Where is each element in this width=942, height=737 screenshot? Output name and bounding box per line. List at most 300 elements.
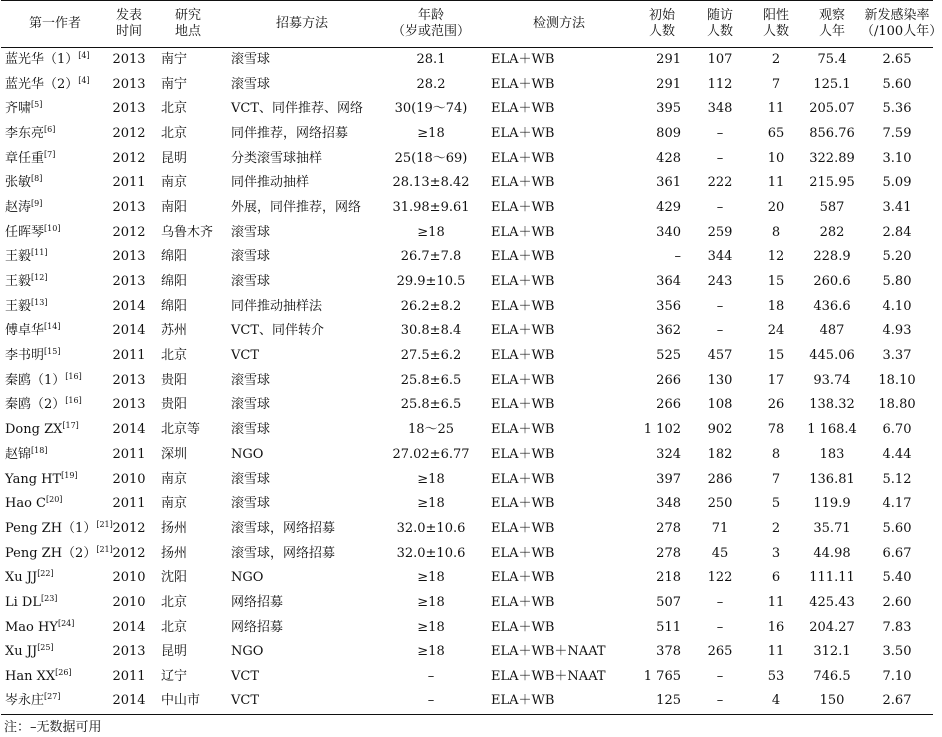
followup-count-cell-text: – — [716, 298, 724, 314]
age-cell — [377, 418, 485, 443]
age-cell — [377, 270, 485, 295]
followup-count-cell-text: 182 — [707, 446, 733, 462]
place-cell — [149, 146, 227, 171]
method-cell — [227, 196, 377, 221]
initial-count-cell — [633, 615, 691, 640]
initial-count-cell — [633, 541, 691, 566]
positive-count-cell-text: 5 — [771, 496, 781, 512]
year-cell-text: 2014 — [112, 298, 146, 314]
method-cell-text: 外展，同伴推荐，网络 — [231, 199, 362, 215]
test-method-cell-text: ELA＋WB — [491, 471, 555, 487]
reference-superscript: [27] — [44, 692, 61, 702]
person-years-cell-text: 150 — [819, 693, 845, 709]
year-cell-text: 2012 — [112, 150, 146, 166]
positive-count-cell-text: 16 — [767, 619, 785, 635]
followup-count-cell-text: – — [716, 594, 724, 610]
person-years-cell — [803, 146, 861, 171]
test-method-cell — [485, 443, 633, 468]
positive-count-cell-text: 6 — [771, 570, 781, 586]
author-cell — [1, 517, 113, 542]
followup-count-cell — [691, 517, 749, 542]
table-note: 注：–无数据可用 — [4, 720, 102, 735]
person-years-cell — [803, 492, 861, 517]
age-cell-text: 27.5±6.2 — [400, 348, 462, 364]
followup-count-cell-text: 112 — [707, 76, 733, 92]
author-cell — [1, 171, 109, 196]
initial-count-cell-text: 125 — [656, 693, 681, 709]
initial-count-cell — [633, 689, 691, 714]
person-years-cell — [803, 48, 861, 73]
author-cell-text: Peng ZH（1） — [5, 520, 97, 536]
person-years-cell — [803, 319, 861, 344]
incidence-rate-cell — [861, 97, 933, 122]
age-cell — [377, 196, 485, 221]
author-cell-text: 傅卓华 — [5, 323, 45, 339]
test-method-cell-text: ELA＋WB — [491, 125, 555, 141]
followup-count-cell-text: 71 — [711, 520, 729, 536]
column-header-line: 人年 — [818, 24, 845, 39]
place-cell — [149, 220, 227, 245]
age-cell-text: 28.1 — [416, 52, 446, 68]
age-cell-text: 32.0±10.6 — [396, 545, 466, 561]
place-cell — [149, 72, 227, 97]
incidence-rate-cell — [861, 270, 933, 295]
year-cell — [109, 640, 149, 665]
year-cell-text: 2012 — [112, 520, 146, 536]
place-cell — [149, 517, 227, 542]
test-method-cell — [485, 467, 633, 492]
initial-count-cell — [633, 245, 691, 270]
year-cell-text: 2013 — [112, 274, 146, 290]
positive-count-cell-text: 10 — [767, 150, 785, 166]
person-years-cell-text: 119.9 — [813, 496, 851, 512]
positive-count-cell — [749, 591, 803, 616]
table-container — [1, 0, 942, 715]
method-cell-text: 分类滚雪球抽样 — [231, 150, 323, 166]
column-header-line: 研究 — [174, 8, 201, 23]
test-method-cell — [485, 48, 633, 73]
followup-count-cell-text: 286 — [707, 471, 733, 487]
person-years-cell-text: 260.6 — [813, 274, 851, 290]
person-years-cell — [803, 393, 861, 418]
column-header — [149, 1, 227, 48]
author-cell — [1, 97, 109, 122]
method-cell-text: 滚雪球 — [231, 76, 271, 92]
initial-count-cell — [633, 122, 691, 147]
year-cell-text: 2012 — [112, 545, 146, 561]
year-cell — [109, 393, 149, 418]
followup-count-cell — [691, 591, 749, 616]
person-years-cell — [803, 270, 861, 295]
reference-superscript: [21] — [96, 544, 113, 554]
reference-superscript: [24] — [57, 618, 75, 628]
author-cell — [1, 294, 109, 319]
year-cell-text: 2011 — [112, 669, 146, 685]
author-cell-text: 李东亮 — [5, 125, 45, 141]
author-cell — [1, 640, 109, 665]
age-cell — [377, 665, 485, 690]
test-method-cell-text: ELA＋WB — [491, 693, 555, 709]
age-cell-text: 28.2 — [416, 76, 446, 92]
person-years-cell-text: 138.32 — [809, 397, 855, 413]
positive-count-cell — [749, 467, 803, 492]
age-cell-text: 29.9±10.5 — [396, 274, 466, 290]
column-header-line: 发表 — [115, 8, 142, 23]
initial-count-cell — [633, 270, 691, 295]
positive-count-cell-text: 4 — [771, 693, 781, 709]
method-cell-text: NGO — [231, 644, 264, 660]
initial-count-cell — [633, 146, 691, 171]
age-cell — [377, 72, 485, 97]
incidence-rate-cell-text: 6.70 — [882, 422, 912, 438]
initial-count-cell-text: – — [674, 249, 681, 265]
followup-count-cell-text: – — [716, 323, 724, 339]
age-cell-text: ≥18 — [417, 619, 445, 635]
positive-count-cell-text: 20 — [767, 199, 785, 215]
author-cell — [1, 72, 109, 97]
incidence-rate-cell — [861, 492, 933, 517]
age-cell-text: 32.0±10.6 — [396, 520, 466, 536]
person-years-cell — [803, 196, 861, 221]
person-years-cell-text: 312.1 — [813, 644, 851, 660]
table-row — [1, 566, 933, 591]
person-years-cell — [803, 97, 861, 122]
column-header-line: （/100人年） — [861, 24, 942, 39]
author-cell-text: Yang HT — [5, 471, 62, 487]
incidence-rate-cell — [861, 541, 933, 566]
incidence-rate-cell-text: 18.80 — [878, 397, 916, 413]
author-cell-text: Xu JJ — [5, 644, 38, 660]
initial-count-cell — [633, 640, 691, 665]
table-row — [1, 245, 933, 270]
positive-count-cell — [749, 393, 803, 418]
year-cell — [109, 541, 149, 566]
person-years-cell-text: 282 — [819, 224, 845, 240]
followup-count-cell — [691, 640, 749, 665]
person-years-cell-text: 228.9 — [813, 249, 851, 265]
table-row — [1, 640, 933, 665]
column-header — [485, 1, 633, 48]
incidence-rate-cell-text: 5.09 — [882, 175, 912, 191]
table-row — [1, 517, 933, 542]
test-method-cell — [485, 640, 633, 665]
method-cell-text: 滚雪球 — [231, 397, 271, 413]
test-method-cell — [485, 245, 633, 270]
incidence-rate-cell — [861, 665, 933, 690]
age-cell-text: ≥18 — [417, 471, 445, 487]
initial-count-cell-text: 511 — [656, 619, 681, 635]
age-cell — [377, 48, 485, 73]
year-cell-text: 2013 — [112, 249, 146, 265]
positive-count-cell-text: 7 — [771, 76, 781, 92]
test-method-cell-text: ELA＋WB — [491, 619, 555, 635]
author-cell — [1, 319, 109, 344]
followup-count-cell — [691, 418, 749, 443]
table-row — [1, 418, 933, 443]
method-cell — [227, 665, 377, 690]
positive-count-cell — [749, 640, 803, 665]
test-method-cell-text: ELA＋WB — [491, 175, 555, 191]
person-years-cell-text: 204.27 — [809, 619, 855, 635]
positive-count-cell — [749, 492, 803, 517]
positive-count-cell — [749, 146, 803, 171]
positive-count-cell — [749, 368, 803, 393]
column-header-line: （岁或范围） — [391, 24, 470, 39]
initial-count-cell — [633, 344, 691, 369]
method-cell — [227, 591, 377, 616]
author-cell-text: Peng ZH（2） — [5, 545, 97, 561]
method-cell — [227, 492, 377, 517]
incidence-rate-cell-text: 4.44 — [882, 446, 912, 462]
method-cell — [227, 640, 377, 665]
person-years-cell — [803, 566, 861, 591]
person-years-cell-text: 587 — [819, 199, 845, 215]
author-cell — [1, 245, 109, 270]
place-cell — [149, 615, 227, 640]
year-cell — [109, 294, 149, 319]
incidence-rate-cell — [861, 294, 933, 319]
person-years-cell-text: 111.11 — [809, 570, 855, 586]
place-cell-text: 辽宁 — [161, 669, 188, 685]
incidence-rate-cell-text: 7.10 — [882, 669, 912, 685]
incidence-rate-cell-text: 5.80 — [882, 274, 912, 290]
age-cell-text: ≥18 — [417, 594, 445, 610]
positive-count-cell — [749, 615, 803, 640]
incidence-rate-cell-text: 4.10 — [882, 298, 912, 314]
reference-superscript: [20] — [46, 495, 63, 505]
initial-count-cell-text: 428 — [656, 150, 681, 166]
test-method-cell-text: ELA＋WB — [491, 199, 555, 215]
table-row — [1, 122, 933, 147]
test-method-cell — [485, 665, 633, 690]
incidence-rate-cell-text: 6.67 — [882, 545, 912, 561]
test-method-cell — [485, 344, 633, 369]
age-cell — [377, 517, 485, 542]
method-cell-text: 网络招募 — [231, 619, 284, 635]
positive-count-cell-text: 15 — [767, 348, 785, 364]
column-header-line: 随访 — [706, 8, 733, 23]
column-header-line: 人数 — [762, 24, 789, 39]
age-cell — [377, 368, 485, 393]
place-cell — [149, 196, 227, 221]
age-cell — [377, 689, 485, 714]
followup-count-cell — [691, 270, 749, 295]
method-cell-text: VCT — [231, 348, 260, 364]
followup-count-cell — [691, 220, 749, 245]
positive-count-cell-text: 11 — [767, 644, 785, 660]
initial-count-cell — [633, 591, 691, 616]
method-cell — [227, 122, 377, 147]
method-cell — [227, 48, 377, 73]
method-cell — [227, 541, 377, 566]
age-cell-text: ≥18 — [417, 570, 445, 586]
method-cell-text: 滚雪球 — [231, 496, 271, 512]
initial-count-cell — [633, 566, 691, 591]
place-cell — [149, 393, 227, 418]
author-cell — [1, 418, 109, 443]
positive-count-cell — [749, 122, 803, 147]
person-years-cell-text: 35.71 — [813, 520, 851, 536]
column-header-line: 新发感染率 — [864, 8, 930, 23]
positive-count-cell — [749, 48, 803, 73]
table-row — [1, 443, 933, 468]
method-cell — [227, 319, 377, 344]
initial-count-cell — [633, 220, 691, 245]
test-method-cell — [485, 591, 633, 616]
test-method-cell — [485, 72, 633, 97]
reference-superscript: [25] — [37, 643, 54, 653]
author-cell — [1, 665, 109, 690]
age-cell — [377, 615, 485, 640]
positive-count-cell — [749, 220, 803, 245]
age-cell-text: 27.02±6.77 — [392, 446, 470, 462]
positive-count-cell — [749, 443, 803, 468]
method-cell-text: 滚雪球 — [231, 471, 271, 487]
person-years-cell — [803, 171, 861, 196]
initial-count-cell-text: 324 — [656, 446, 681, 462]
followup-count-cell — [691, 48, 749, 73]
author-cell — [1, 443, 109, 468]
person-years-cell — [803, 591, 861, 616]
column-header-line: 第一作者 — [28, 16, 81, 31]
positive-count-cell — [749, 171, 803, 196]
positive-count-cell-text: 8 — [771, 446, 781, 462]
person-years-cell-text: 322.89 — [809, 150, 855, 166]
author-cell-text: 章任重 — [5, 150, 45, 166]
column-header-line: 阳性 — [762, 8, 789, 23]
table-row — [1, 97, 933, 122]
year-cell-text: 2013 — [112, 397, 146, 413]
incidence-rate-cell — [861, 72, 933, 97]
test-method-cell-text: ELA＋WB — [491, 594, 555, 610]
method-cell — [227, 566, 377, 591]
reference-superscript: [4] — [78, 75, 90, 85]
followup-count-cell-text: 902 — [707, 422, 733, 438]
test-method-cell-text: ELA＋WB — [491, 76, 555, 92]
followup-count-cell — [691, 122, 749, 147]
initial-count-cell-text: 397 — [656, 471, 681, 487]
initial-count-cell — [633, 467, 691, 492]
table-row — [1, 665, 933, 690]
year-cell-text: 2013 — [112, 101, 146, 117]
initial-count-cell-text: 278 — [656, 545, 681, 561]
age-cell-text: – — [427, 693, 435, 709]
person-years-cell — [803, 344, 861, 369]
positive-count-cell-text: 2 — [771, 520, 781, 536]
initial-count-cell — [633, 665, 691, 690]
incidence-rate-cell — [861, 368, 933, 393]
author-cell-text: Xu JJ — [5, 570, 38, 586]
test-method-cell-text: ELA＋WB — [491, 274, 555, 290]
incidence-rate-cell-text: 18.10 — [878, 372, 916, 388]
place-cell — [149, 541, 227, 566]
person-years-cell — [803, 368, 861, 393]
age-cell — [377, 146, 485, 171]
person-years-cell — [803, 443, 861, 468]
table-row — [1, 270, 933, 295]
age-cell-text: ≥18 — [417, 125, 445, 141]
test-method-cell — [485, 615, 633, 640]
initial-count-cell-text: 1 765 — [643, 669, 681, 685]
person-years-cell-text: 205.07 — [809, 101, 855, 117]
age-cell-text: 25.8±6.5 — [400, 372, 462, 388]
method-cell-text: 滚雪球 — [231, 224, 271, 240]
incidence-rate-cell-text: 5.36 — [882, 101, 912, 117]
positive-count-cell-text: 26 — [767, 397, 785, 413]
column-header-line: 地点 — [174, 24, 201, 39]
initial-count-cell-text: 266 — [656, 397, 681, 413]
place-cell-text: 南京 — [161, 175, 188, 191]
age-cell-text: ≥18 — [417, 644, 445, 660]
positive-count-cell — [749, 270, 803, 295]
author-cell — [1, 220, 109, 245]
incidence-rate-cell-text: 5.60 — [882, 76, 912, 92]
incidence-rate-cell-text: 5.60 — [882, 520, 912, 536]
positive-count-cell — [749, 665, 803, 690]
header-row — [1, 1, 933, 48]
initial-count-cell-text: 291 — [656, 52, 681, 68]
place-cell-text: 沈阳 — [161, 570, 188, 586]
test-method-cell — [485, 517, 633, 542]
test-method-cell — [485, 171, 633, 196]
followup-count-cell-text: 243 — [707, 274, 733, 290]
place-cell-text: 北京 — [161, 619, 188, 635]
followup-count-cell — [691, 492, 749, 517]
followup-count-cell-text: – — [716, 669, 724, 685]
followup-count-cell-text: 265 — [707, 644, 733, 660]
place-cell-text: 苏州 — [161, 323, 188, 339]
test-method-cell — [485, 418, 633, 443]
author-cell — [1, 122, 109, 147]
author-cell-text: 王毅 — [5, 298, 32, 314]
person-years-cell-text: 93.74 — [813, 372, 851, 388]
incidence-rate-cell-text: 3.10 — [882, 150, 912, 166]
column-header — [377, 1, 485, 48]
positive-count-cell — [749, 566, 803, 591]
author-cell — [1, 196, 109, 221]
table-row — [1, 393, 933, 418]
positive-count-cell — [749, 344, 803, 369]
table-row — [1, 344, 933, 369]
year-cell — [109, 319, 149, 344]
test-method-cell-text: ELA＋WB — [491, 496, 555, 512]
column-header-line: 观察 — [818, 8, 845, 23]
reference-superscript: [23] — [40, 593, 58, 603]
followup-count-cell — [691, 689, 749, 714]
place-cell-text: 乌鲁木齐 — [161, 224, 214, 240]
author-cell-text: 岑永庄 — [5, 693, 45, 709]
incidence-rate-cell — [861, 591, 933, 616]
person-years-cell — [803, 615, 861, 640]
test-method-cell — [485, 492, 633, 517]
place-cell-text: 贵阳 — [161, 397, 188, 413]
test-method-cell — [485, 196, 633, 221]
author-cell-text: 齐啸 — [5, 101, 32, 117]
place-cell-text: 深圳 — [161, 446, 188, 462]
method-cell — [227, 344, 377, 369]
method-cell — [227, 72, 377, 97]
incidence-rate-cell-text: 5.40 — [882, 570, 912, 586]
year-cell-text: 2014 — [112, 619, 146, 635]
year-cell — [109, 220, 149, 245]
age-cell-text: 26.7±7.8 — [400, 249, 462, 265]
year-cell-text: 2012 — [112, 224, 146, 240]
table-row — [1, 319, 933, 344]
author-cell-text: 蓝光华（2） — [5, 76, 79, 92]
person-years-cell-text: 487 — [819, 323, 845, 339]
year-cell — [109, 122, 149, 147]
initial-count-cell-text: 348 — [656, 496, 681, 512]
